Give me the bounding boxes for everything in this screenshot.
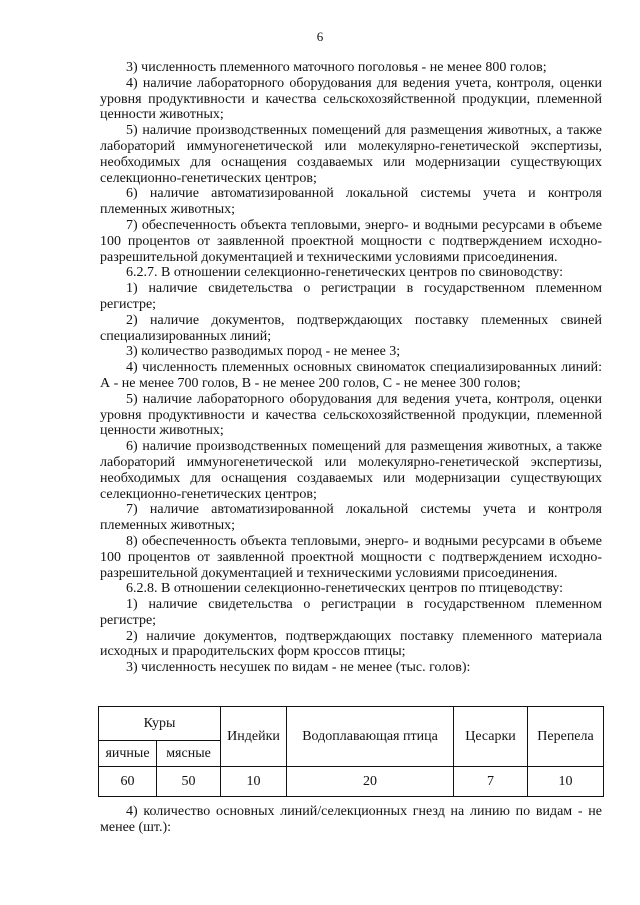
table-cell: 10 <box>221 767 287 797</box>
table-cell: 10 <box>528 767 604 797</box>
poultry-table <box>98 706 604 797</box>
table-cell: 7 <box>454 767 528 797</box>
paragraph: 1) наличие свидетельства о регистрации в государственном племенном регистре; <box>100 281 602 312</box>
paragraph: 4) наличие лабораторного оборудования для ведения учета, контроля, оценки уровня продуктивности и качества сельскохозяйственной продукции, племенной ценности животных; <box>100 75 602 123</box>
paragraph: 5) наличие производственных помещений для размещения животных, а также лабораторий иммуногенетической или молекулярно-генетической экспертизы, необходимых для оснащения создаваемых или модернизации существующих селекционно-генетических центров; <box>100 123 602 186</box>
paragraph: 7) обеспеченность объекта тепловыми, энерго- и водными ресурсами в объеме 100 процентов от заявленной проектной мощности с подтверждением исходно-разрешительной документацией и техническими условиями присоединения. <box>100 217 602 265</box>
subheader-egg: яичные <box>99 741 157 767</box>
body-text <box>100 60 602 676</box>
header-quail: Перепела <box>528 707 604 767</box>
header-turkeys: Индейки <box>221 707 287 767</box>
paragraph: 4) численность племенных основных свиноматок специализированных линий: А - не менее 700 голов, В - не менее 200 голов, С - не менее 300 голов; <box>100 360 602 391</box>
header-guinea-fowl: Цесарки <box>454 707 528 767</box>
table-cell: 50 <box>157 767 221 797</box>
table-cell: 20 <box>287 767 454 797</box>
paragraph: 6) наличие производственных помещений для размещения животных, а также лабораторий иммуногенетической или молекулярно-генетической экспертизы, необходимых для оснащения создаваемых или модернизации существующих селекционно-генетических центров; <box>100 439 602 502</box>
paragraph: 2) наличие документов, подтверждающих поставку племенных свиней специализированных линий; <box>100 312 602 344</box>
paragraph: 3) численность племенного маточного поголовья - не менее 800 голов; <box>126 60 547 75</box>
paragraph: 3) количество разводимых пород - не менее 3; <box>126 344 401 360</box>
paragraph: 7) наличие автоматизированной локальной системы учета и контроля племенных животных; <box>100 502 602 534</box>
table-row <box>99 767 604 797</box>
paragraph: 5) наличие лабораторного оборудования для ведения учета, контроля, оценки уровня продуктивности и качества сельскохозяйственной продукции, племенной ценности животных; <box>100 391 602 439</box>
paragraph: 1) наличие свидетельства о регистрации в государственном племенном регистре; <box>100 597 602 628</box>
page-number: 6 <box>316 29 324 44</box>
poultry-table-wrapper <box>98 706 603 797</box>
paragraph: 6) наличие автоматизированной локальной системы учета и контроля племенных животных; <box>100 186 602 218</box>
tail-paragraph: 4) количество основных линий/селекционных гнезд на линию по видам - не менее (шт.): <box>100 804 602 835</box>
section-heading: 6.2.8. В отношении селекционно-генетических центров по птицеводству: <box>126 581 563 597</box>
paragraph: 3) численность несушек по видам - не менее (тыс. голов): <box>126 660 471 676</box>
paragraph: 2) наличие документов, подтверждающих поставку племенного материала исходных и прародительских форм кроссов птицы; <box>100 628 602 660</box>
paragraph: 8) обеспеченность объекта тепловыми, энерго- и водными ресурсами в объеме 100 процентов от заявленной проектной мощности с подтверждением исходно-разрешительной документацией и техническими условиями присоединения. <box>100 533 602 581</box>
subheader-meat: мясные <box>157 741 221 767</box>
header-chickens: Куры <box>99 707 221 741</box>
table-cell: 60 <box>99 767 157 797</box>
section-heading: 6.2.7. В отношении селекционно-генетических центров по свиноводству: <box>126 265 563 281</box>
header-waterfowl: Водоплавающая птица <box>287 707 454 767</box>
